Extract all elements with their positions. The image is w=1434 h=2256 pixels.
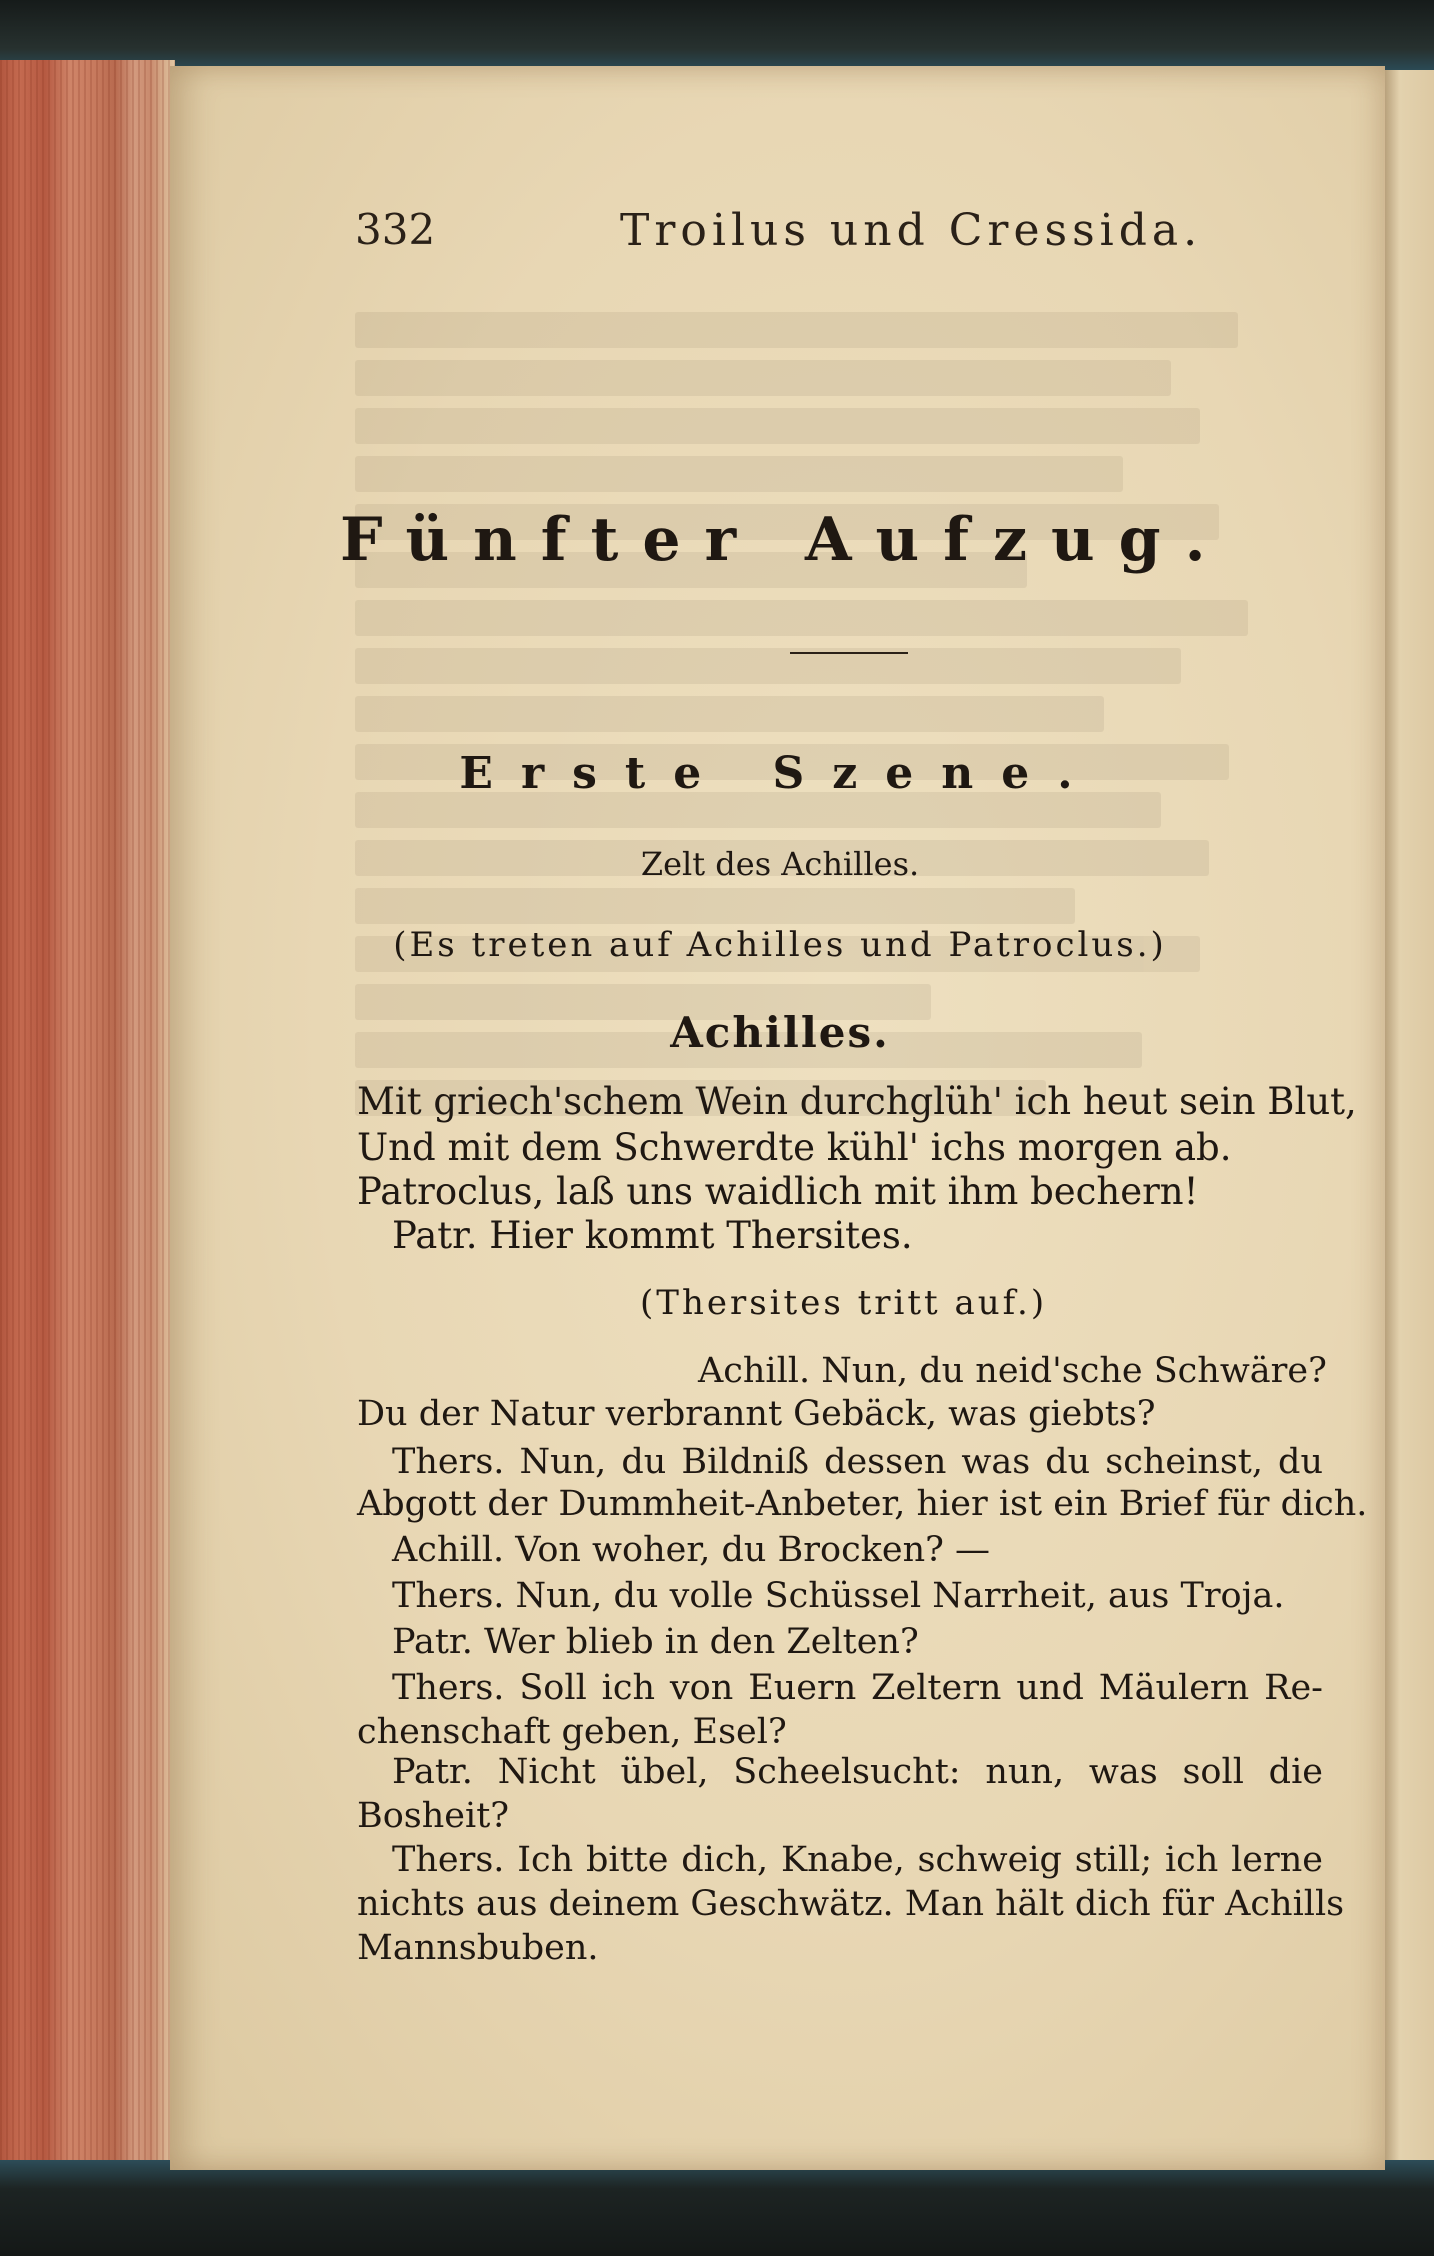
facing-page-edge — [1385, 70, 1434, 2160]
section-rule — [790, 652, 908, 654]
dialogue-line: Abgott der Dummheit-Anbeter, hier ist ein Brief für dich. — [357, 1484, 1368, 1524]
dialogue-line: Thers. Nun, du Bildniß dessen was du scheinst, du — [392, 1442, 1323, 1482]
dialogue-line: nichts aus deinem Geschwätz. Man hält dich für Achills — [357, 1884, 1345, 1924]
running-head — [355, 205, 1335, 265]
dialogue-line: Thers. Nun, du volle Schüssel Narrheit, aus Troja. — [392, 1576, 1285, 1616]
book-cover-top — [0, 0, 1434, 70]
verse-line: Mit griech'schem Wein durchglüh' ich heut sein Blut, — [357, 1080, 1357, 1123]
dialogue-line: Thers. Ich bitte dich, Knabe, schweig still; ich lerne — [392, 1840, 1323, 1880]
dialogue-line: Patr. Nicht übel, Scheelsucht: nun, was soll die — [392, 1752, 1323, 1792]
running-title: Troilus und Cressida. — [620, 205, 1203, 256]
stage-direction-entry: (Es treten auf Achilles und Patroclus.) — [393, 925, 1167, 965]
page-number: 332 — [355, 205, 436, 254]
scene-title: Erste Szene. — [459, 748, 1101, 799]
dialogue-line: Patr. Wer blieb in den Zelten? — [392, 1622, 919, 1662]
act-title: Fünfter Aufzug. — [340, 505, 1230, 575]
dialogue-line: Du der Natur verbrannt Gebäck, was giebts? — [357, 1394, 1156, 1434]
book-cover-bottom — [0, 2160, 1434, 2256]
speaker-heading: Achilles. — [670, 1008, 890, 1057]
dialogue-line: Mannsbuben. — [357, 1928, 599, 1968]
verse-line: Und mit dem Schwerdte kühl' ichs morgen ab. — [357, 1126, 1232, 1169]
dialogue-line: Bosheit? — [357, 1796, 510, 1836]
dialogue-line: chenschaft geben, Esel? — [357, 1712, 787, 1752]
scene-location: Zelt des Achilles. — [640, 845, 920, 883]
verse-line: Patroclus, laß uns waidlich mit ihm bechern! — [357, 1170, 1199, 1213]
dialogue-line: Thers. Soll ich von Euern Zeltern und Mäulern Re- — [392, 1668, 1323, 1708]
stage-direction-thersites: (Thersites tritt auf.) — [640, 1283, 1048, 1323]
page-edges-texture — [0, 60, 175, 2170]
dialogue-line: Achill. Von woher, du Brocken? — — [392, 1530, 991, 1570]
dialogue-line: Achill. Nun, du neid'sche Schwäre? — [698, 1351, 1327, 1391]
verse-line: Patr. Hier kommt Thersites. — [392, 1214, 913, 1257]
